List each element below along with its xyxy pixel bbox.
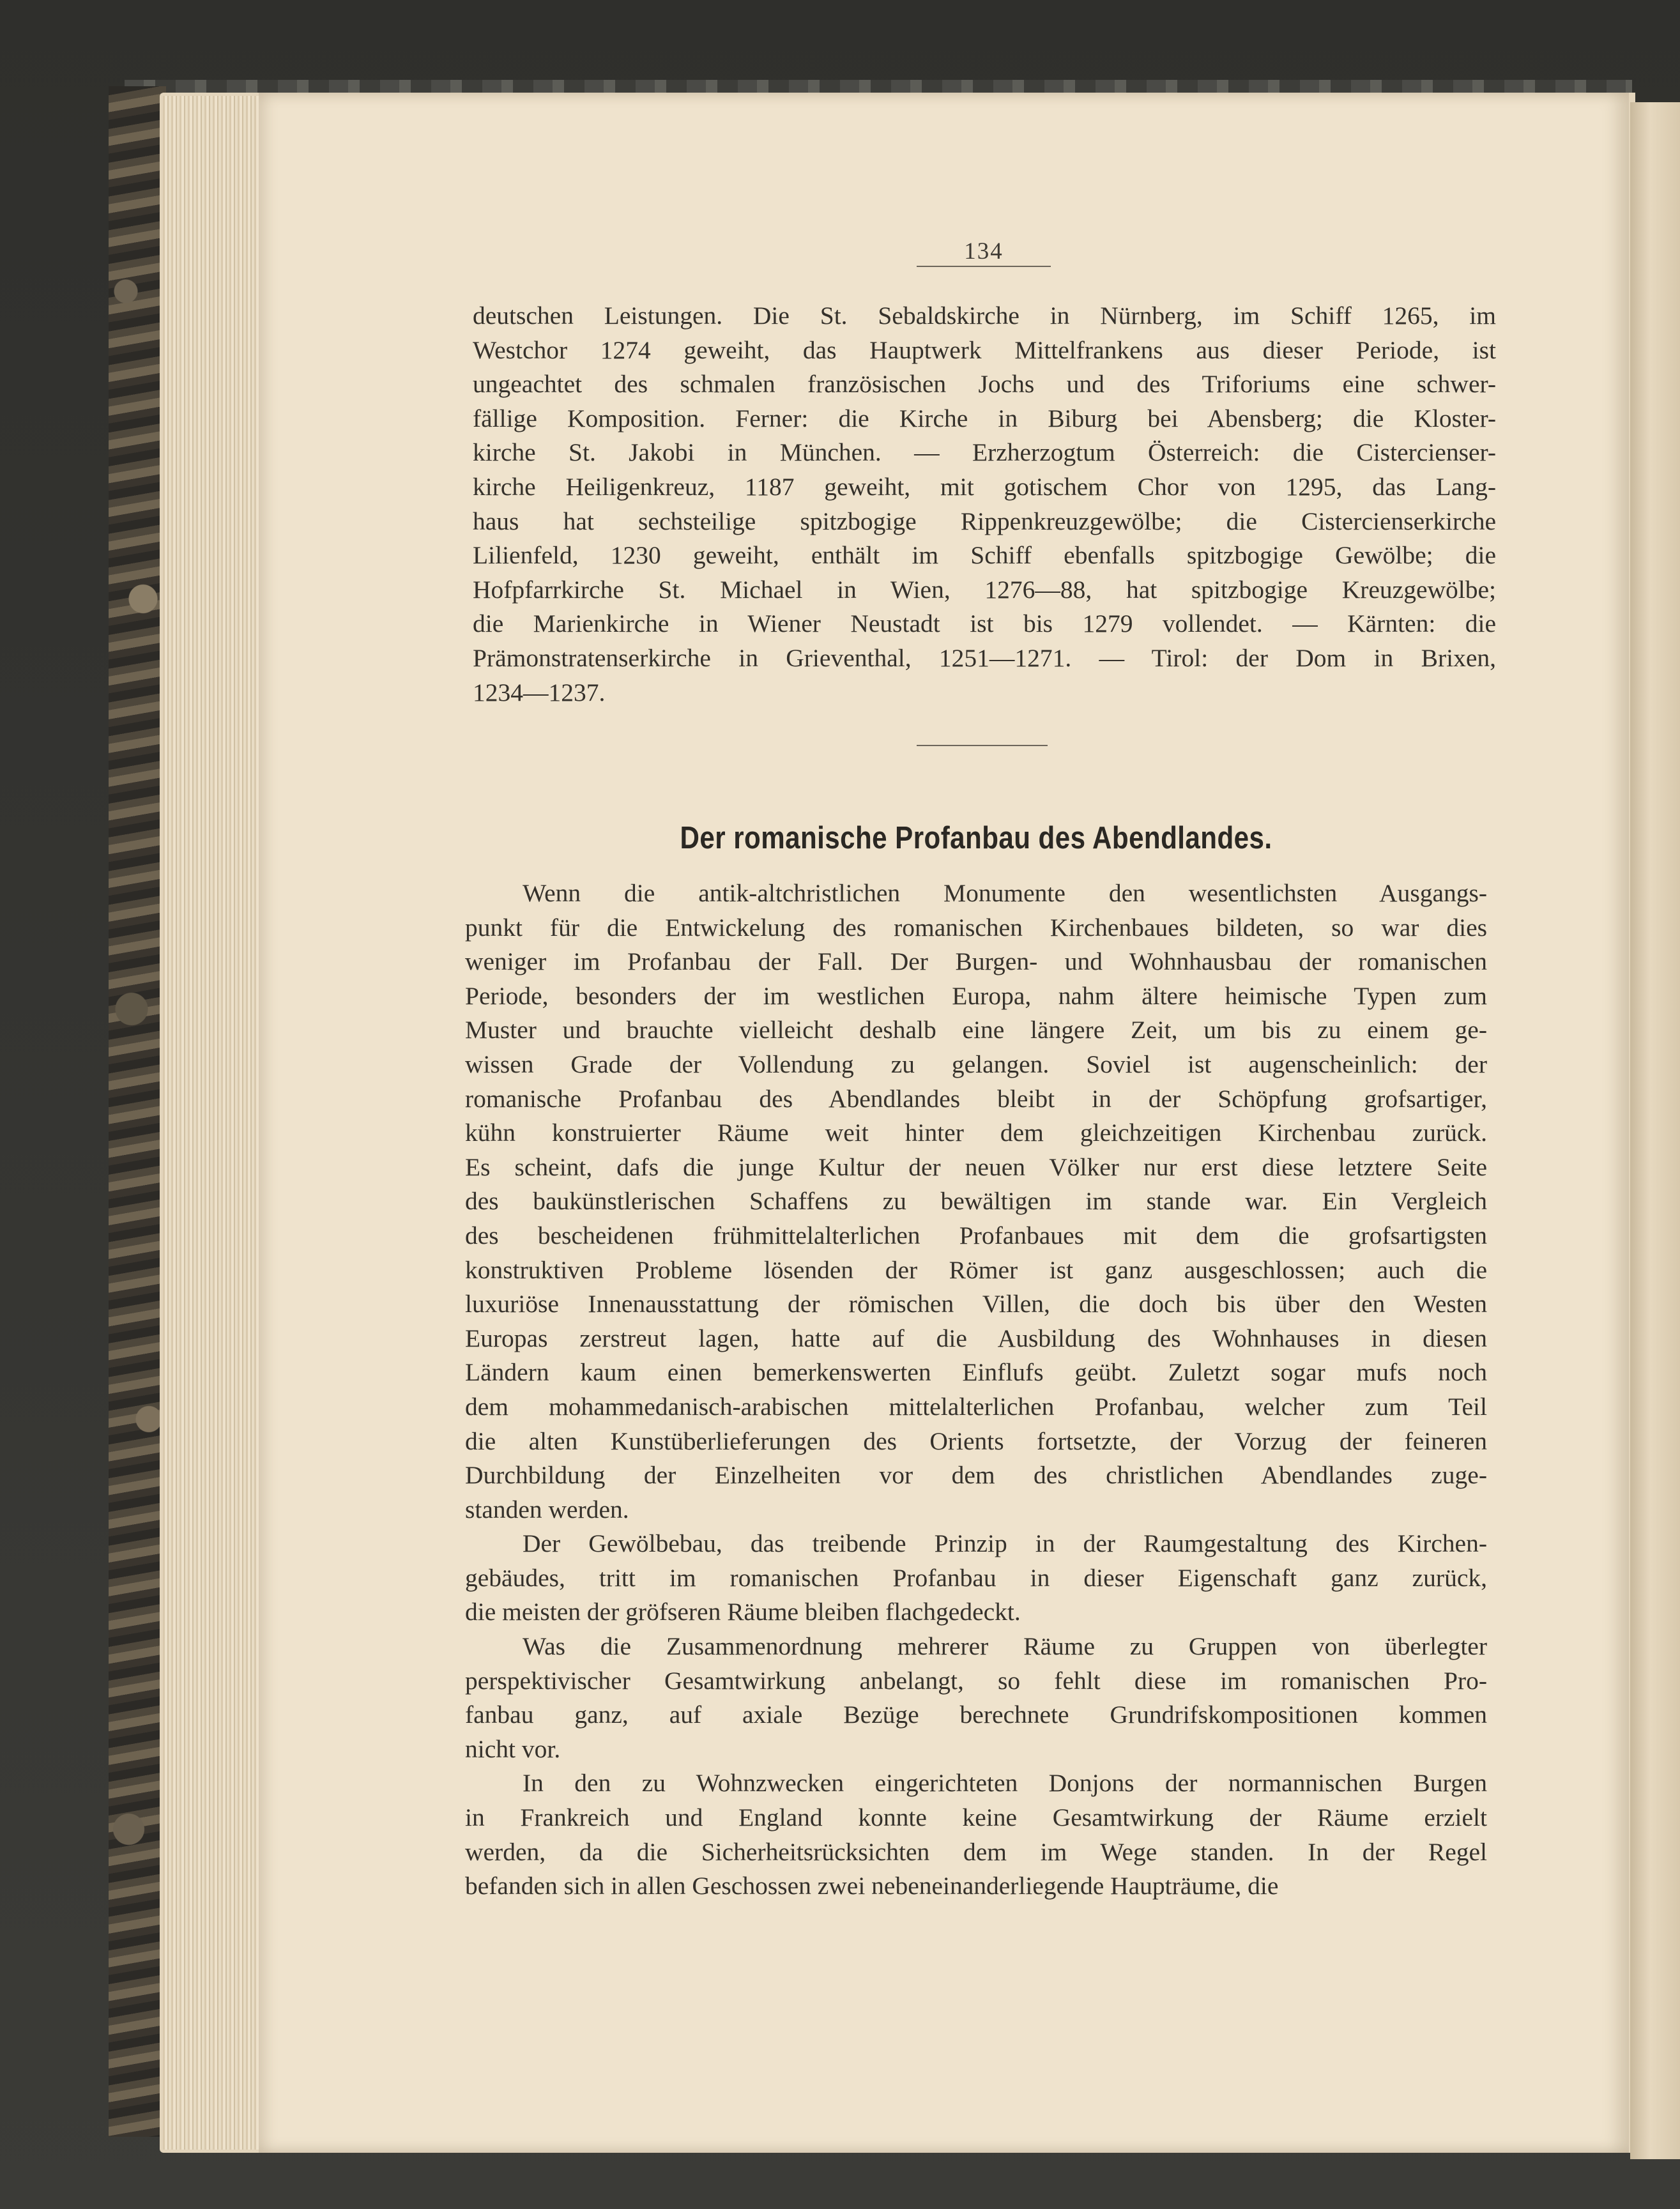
- text-line: Durchbildung der Einzelheiten vor dem des christlichen Abendlandes zuge-: [465, 1461, 1487, 1490]
- text-line: dem mohammedanisch-arabischen mittelalterlichen Profanbau, welcher zum Teil: [465, 1392, 1487, 1421]
- text-line: haus hat sechsteilige spitzbogige Rippenkreuzgewölbe; die Cistercienserkirche: [473, 507, 1496, 535]
- text-line: Der Gewölbebau, das treibende Prinzip in der Raumgestaltung des Kirchen-: [523, 1529, 1487, 1558]
- text-line: befanden sich in allen Geschossen zwei nebeneinanderliegende Haupträume, die: [465, 1872, 1279, 1900]
- text-line: Was die Zusammenordnung mehrerer Räume zu Gruppen von überlegter: [523, 1632, 1487, 1661]
- text-line: Muster und brauchte vielleicht deshalb eine längere Zeit, um bis zu einem ge-: [465, 1016, 1487, 1044]
- text-line: konstruktiven Probleme lösenden der Römer ist ganz ausgeschlossen; auch die: [465, 1255, 1487, 1284]
- paragraph-continued: [473, 299, 1496, 710]
- text-line: standen werden.: [465, 1495, 629, 1524]
- text-line: Lilienfeld, 1230 geweiht, enthält im Schiff ebenfalls spitzbogige Gewölbe; die: [473, 541, 1496, 570]
- text-line: die meisten der gröfseren Räume bleiben flachgedeckt.: [465, 1598, 1021, 1626]
- text-line: In den zu Wohnzwecken eingerichteten Donjons der normannischen Burgen: [523, 1769, 1487, 1798]
- text-line: wissen Grade der Vollendung zu gelangen. Soviel ist augenscheinlich: der: [465, 1050, 1487, 1078]
- text-line: luxuriöse Innenausstattung der römischen Villen, die doch bis über den Westen: [465, 1290, 1487, 1319]
- text-line: 1234—1237.: [473, 678, 606, 707]
- section-divider: [917, 745, 1048, 746]
- text-line: Es scheint, dafs die junge Kultur der neuen Völker nur erst diese letztere Seite: [465, 1152, 1487, 1181]
- text-line: die alten Kunstüberlieferungen des Orients fortsetzte, der Vorzug der feineren: [465, 1426, 1487, 1455]
- text-line: ungeachtet des schmalen französischen Jochs und des Triforiums eine schwer-: [473, 370, 1496, 399]
- text-line: gebäudes, tritt im romanischen Profanbau in dieser Eigenschaft ganz zurück,: [465, 1563, 1487, 1592]
- section-body: [465, 876, 1487, 1904]
- page-number-rule: [917, 266, 1051, 267]
- text-line: kirche Heiligenkreuz, 1187 geweiht, mit gotischem Chor von 1295, das Lang-: [473, 472, 1496, 501]
- text-line: Europas zerstreut lagen, hatte auf die Ausbildung des Wohnhauses in diesen: [465, 1324, 1487, 1352]
- text-line: Hofpfarrkirche St. Michael in Wien, 1276—88, hat spitzbogige Kreuzgewölbe;: [473, 575, 1496, 604]
- text-line: Prämonstratenserkirche in Grieventhal, 1251—1271. — Tirol: der Dom in Brixen,: [473, 643, 1496, 672]
- text-line: fällige Komposition. Ferner: die Kirche in Biburg bei Abensberg; die Kloster-: [473, 404, 1496, 432]
- text-line: Periode, besonders der im westlichen Europa, nahm ältere heimische Typen zum: [465, 981, 1487, 1010]
- text-line: Wenn die antik-altchristlichen Monumente den wesentlichsten Ausgangs-: [523, 879, 1487, 907]
- text-line: fanbau ganz, auf axiale Bezüge berechnete Grundrifskompositionen kommen: [465, 1701, 1487, 1729]
- text-line: weniger im Profanbau der Fall. Der Burgen- und Wohnhausbau der romanischen: [465, 947, 1487, 976]
- text-line: perspektivischer Gesamtwirkung anbelangt, so fehlt diese im romanischen Pro-: [465, 1666, 1487, 1695]
- text-line: Westchor 1274 geweiht, das Hauptwerk Mittelfrankens aus dieser Periode, ist: [473, 335, 1496, 364]
- facing-page-edge: [1630, 102, 1680, 2159]
- text-line: nicht vor.: [465, 1734, 561, 1763]
- text-line: punkt für die Entwickelung des romanischen Kirchenbaues bildeten, so war dies: [465, 913, 1487, 942]
- page-edges: [163, 96, 265, 2150]
- section-heading: Der romanische Profanbau des Abendlandes.: [680, 821, 1272, 855]
- text-line: Ländern kaum einen bemerkenswerten Einflufs geübt. Zuletzt sogar mufs noch: [465, 1358, 1487, 1387]
- marbled-endpaper: [109, 86, 166, 2137]
- text-line: werden, da die Sicherheitsrücksichten dem im Wege standen. In der Regel: [465, 1837, 1487, 1866]
- text-line: romanische Profanbau des Abendlandes bleibt in der Schöpfung grofsartiger,: [465, 1084, 1487, 1113]
- text-line: des baukünstlerischen Schaffens zu bewältigen im stande war. Ein Vergleich: [465, 1187, 1487, 1216]
- text-line: kirche St. Jakobi in München. — Erzherzogtum Österreich: die Cistercienser-: [473, 438, 1496, 467]
- text-line: des bescheidenen frühmittelalterlichen Profanbaues mit dem die grofsartigsten: [465, 1221, 1487, 1250]
- text-line: die Marienkirche in Wiener Neustadt ist bis 1279 vollendet. — Kärnten: die: [473, 609, 1496, 638]
- text-line: kühn konstruierter Räume weit hinter dem gleichzeitigen Kirchenbau zurück.: [465, 1119, 1487, 1147]
- text-line: in Frankreich und England konnte keine Gesamtwirkung der Räume erzielt: [465, 1803, 1487, 1832]
- page-number: 134: [964, 238, 1004, 264]
- text-line: deutschen Leistungen. Die St. Sebaldskirche in Nürnberg, im Schiff 1265, im: [473, 302, 1496, 330]
